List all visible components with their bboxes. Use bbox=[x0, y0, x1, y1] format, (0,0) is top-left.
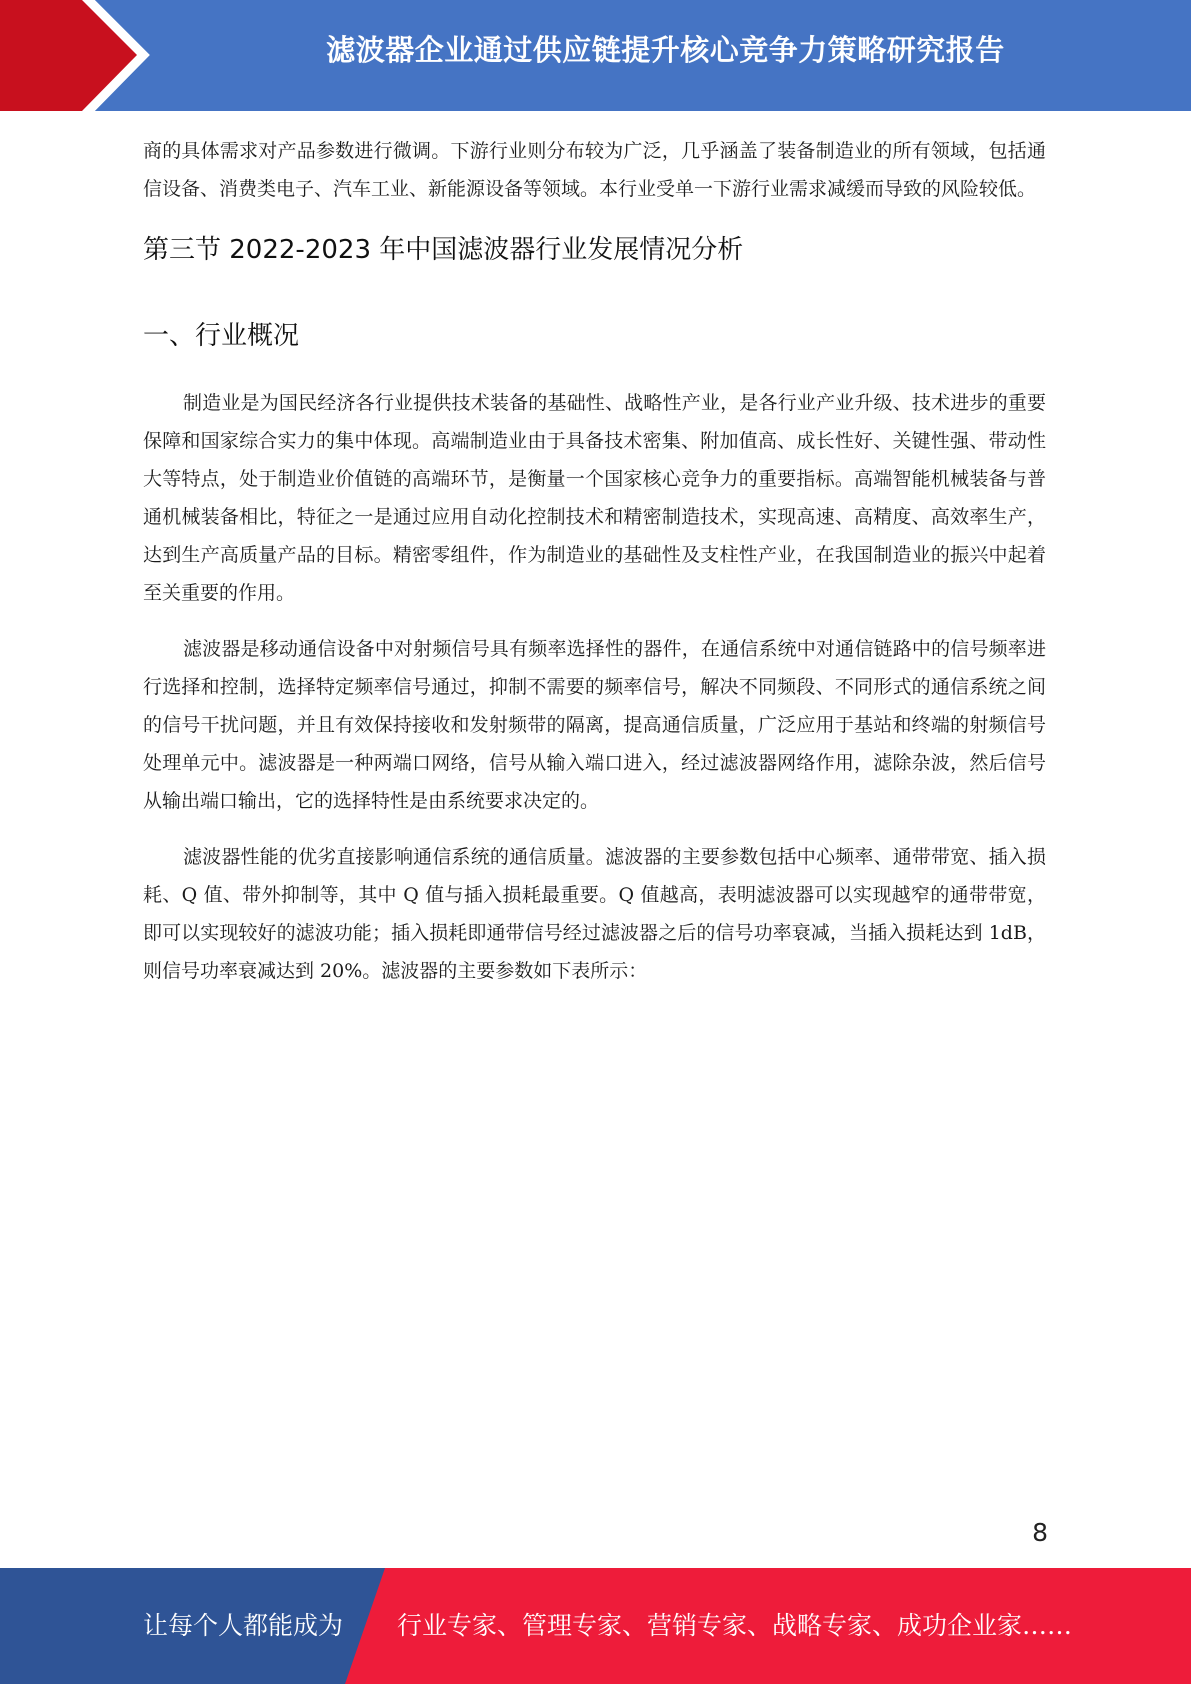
page-content bbox=[143, 132, 1046, 990]
page-header bbox=[0, 0, 1191, 111]
report-title: 滤波器企业通过供应链提升核心竞争力策略研究报告 bbox=[326, 33, 1005, 67]
footer-slogan-right: 行业专家、管理专家、营销专家、战略专家、成功企业家…… bbox=[397, 1611, 1073, 1640]
page-number: 8 bbox=[1032, 1518, 1048, 1547]
page-footer bbox=[0, 1568, 1191, 1684]
header-arrow-decoration bbox=[0, 0, 160, 111]
body-paragraph-3: 滤波器性能的优劣直接影响通信系统的通信质量。滤波器的主要参数包括中心频率、通带带宽、插入损耗、Q 值、带外抑制等，其中 Q 值与插入损耗最重要。Q 值越高，表明滤波器可以实现越窄的通带带宽，即可以实现较好的滤波功能；插入损耗即通带信号经过滤波器之后的信号功率衰减，当插入损耗达到 1dB，则信号功率衰减达到 20%。滤波器的主要参数如下表所示： bbox=[143, 846, 1046, 982]
section-title: 第三节 2022-2023 年中国滤波器行业发展情况分析 bbox=[143, 235, 744, 265]
intro-paragraph: 商的具体需求对产品参数进行微调。下游行业则分布较为广泛，几乎涵盖了装备制造业的所有领域，包括通信设备、消费类电子、汽车工业、新能源设备等领域。本行业受单一下游行业需求减缓而导致的风险较低。 bbox=[143, 140, 1046, 200]
body-paragraph-1: 制造业是为国民经济各行业提供技术装备的基础性、战略性产业，是各行业产业升级、技术进步的重要保障和国家综合实力的集中体现。高端制造业由于具备技术密集、附加值高、成长性好、关键性强、带动性大等特点，处于制造业价值链的高端环节，是衡量一个国家核心竞争力的重要指标。高端智能机械装备与普通机械装备相比，特征之一是通过应用自动化控制技术和精密制造技术，实现高速、高精度、高效率生产，达到生产高质量产品的目标。精密零组件，作为制造业的基础性及支柱性产业，在我国制造业的振兴中起着至关重要的作用。 bbox=[143, 392, 1046, 604]
body-paragraph-2: 滤波器是移动通信设备中对射频信号具有频率选择性的器件，在通信系统中对通信链路中的信号频率进行选择和控制，选择特定频率信号通过，抑制不需要的频率信号，解决不同频段、不同形式的通信系统之间的信号干扰问题，并且有效保持接收和发射频带的隔离，提高通信质量，广泛应用于基站和终端的射频信号处理单元中。滤波器是一种两端口网络，信号从输入端口进入，经过滤波器网络作用，滤除杂波，然后信号从输出端口输出，它的选择特性是由系统要求决定的。 bbox=[143, 638, 1046, 812]
subsection-title: 一、行业概况 bbox=[143, 321, 300, 351]
footer-slogan-left: 让每个人都能成为 bbox=[143, 1611, 344, 1640]
